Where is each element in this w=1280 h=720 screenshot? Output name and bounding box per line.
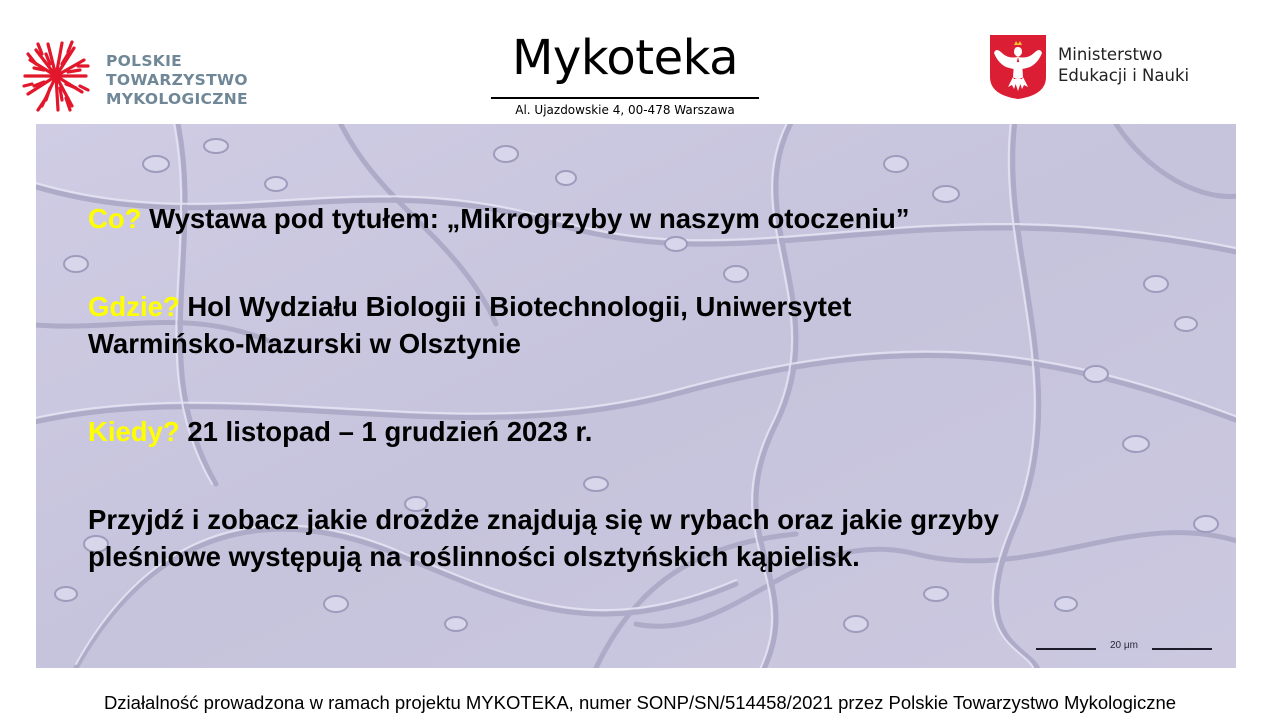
scale-bar-label: 20 μm	[1096, 640, 1152, 651]
ministry-name-line2: Edukacji i Nauki	[1058, 66, 1190, 85]
where-text-line1: Hol Wydziału Biologii i Biotechnologii, Uniwersytet	[187, 291, 852, 322]
when-text: 21 listopad – 1 grudzień 2023 r.	[187, 416, 593, 447]
footer-note: Działalność prowadzona w ramach projektu MYKOTEKA, numer SONP/SN/514458/2021 przez Polskie Towarzystwo Mykologiczne	[103, 692, 1177, 713]
scale-bar	[1036, 642, 1212, 656]
mykoteka-divider	[491, 97, 759, 99]
polish-white-eagle-emblem-icon	[988, 33, 1048, 101]
when-line	[88, 413, 1208, 450]
invitation-line2: pleśniowe występują na roślinności olsztyńskich kąpielisk.	[88, 541, 860, 572]
what-line	[88, 200, 1208, 237]
micrograph-panel	[36, 124, 1236, 668]
ptm-logo	[22, 40, 322, 116]
mykoteka-name: Mykoteka	[512, 30, 738, 86]
where-line	[88, 288, 1208, 325]
mykoteka-logo	[485, 28, 765, 118]
mykoteka-address: Al. Ujazdowskie 4, 00-478 Warszawa	[515, 103, 735, 117]
event-info	[88, 200, 1208, 575]
where-label: Gdzie?	[88, 291, 180, 322]
ministry-logo	[988, 33, 1228, 105]
what-label: Co?	[88, 203, 142, 234]
ptm-name	[106, 52, 322, 109]
where-text-line2: Warmińsko-Mazurski w Olsztynie	[88, 328, 521, 359]
ptm-name-line2: MYKOLOGICZNE	[106, 90, 248, 108]
ministry-name-line1: Ministerstwo	[1058, 45, 1163, 64]
ptm-name-line1: POLSKIE TOWARZYSTWO	[106, 52, 248, 89]
invitation-line1: Przyjdź i zobacz jakie drożdże znajdują się w rybach oraz jakie grzyby	[88, 504, 999, 535]
where-line-2	[88, 325, 1208, 362]
when-label: Kiedy?	[88, 416, 180, 447]
ministry-name	[1058, 44, 1189, 86]
red-mycelium-mark-icon	[22, 40, 90, 112]
what-text: Wystawa pod tytułem: „Mikrogrzyby w naszym otoczeniu”	[149, 203, 910, 234]
